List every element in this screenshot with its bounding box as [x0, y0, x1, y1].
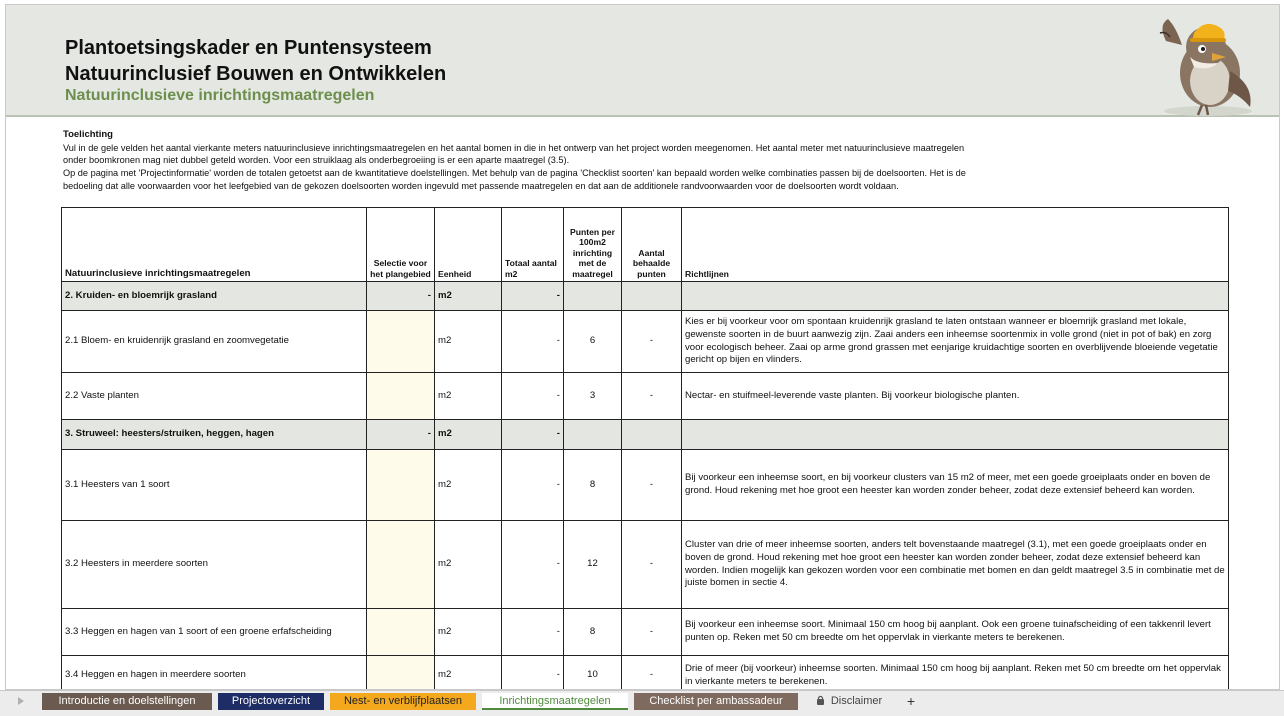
cell-eenheid: m2 [435, 420, 502, 450]
cell-maatregel: 3. Struweel: heesters/struiken, heggen, hagen [62, 420, 367, 450]
col-header-selectie: Selectie voor het plangebied [367, 208, 435, 282]
tab-projectoverzicht[interactable]: Projectoverzicht [218, 693, 324, 710]
cell-behaald: - [622, 609, 682, 656]
cell-eenheid: m2 [435, 450, 502, 521]
col-header-richtlijnen: Richtlijnen [682, 208, 1229, 282]
tab-disclaimer[interactable] [804, 693, 894, 710]
table-row [62, 521, 1229, 609]
maatregelen-table [61, 207, 1229, 690]
toelichting-line: Op de pagina met 'Projectinformatie' worden de totalen getoetst aan de kwantitatieve doelstellingen. Met behulp van de pagina 'Checklist soorten' kan bepaald worden welke combinaties passen bij de doelsoorten. Het is de [63, 168, 966, 179]
cell-richtlijnen: Drie of meer (bij voorkeur) inheemse soorten. Minimaal 150 cm hoog bij aanplant. Reken met 50 cm breedte om het oppervlak in vierkante meters te berekenen. [682, 656, 1229, 691]
page-subtitle: Natuurinclusieve inrichtingsmaatregelen [65, 87, 375, 104]
cell-selectie-input[interactable] [367, 373, 435, 420]
lock-icon [816, 695, 825, 705]
cell-totaal: - [502, 420, 564, 450]
cell-totaal: - [502, 450, 564, 521]
cell-maatregel: 2. Kruiden- en bloemrijk grasland [62, 282, 367, 311]
page-title-line2: Natuurinclusief Bouwen en Ontwikkelen [65, 63, 447, 85]
toelichting-line: Vul in de gele velden het aantal vierkante meters natuurinclusieve inrichtingsmaatregelen en het aantal bomen in die in het ontwerp van het project worden meegenomen. Het aantal meter met natuurinclusieve maatregelen [63, 142, 965, 153]
cell-punten: 6 [564, 311, 622, 373]
cell-eenheid: m2 [435, 521, 502, 609]
table-row [62, 282, 1229, 311]
table-row [62, 373, 1229, 420]
toelichting-line: onder boomkronen mag niet dubbel geteld worden. Voor een struiklaag als onderbegroeiing is er een aparte maatregel (3.5). [63, 155, 570, 166]
cell-punten: 10 [564, 656, 622, 691]
page-header [6, 5, 1279, 117]
col-header-maatregel: Natuurinclusieve inrichtingsmaatregelen [62, 208, 367, 282]
cell-maatregel: 3.4 Heggen en hagen in meerdere soorten [62, 656, 367, 691]
cell-selectie-input[interactable] [367, 450, 435, 521]
cell-behaald: - [622, 373, 682, 420]
cell-maatregel: 3.3 Heggen en hagen van 1 soort of een groene erfafscheiding [62, 609, 367, 656]
table-row [62, 450, 1229, 521]
toelichting-section [63, 129, 1233, 193]
cell-punten: 3 [564, 373, 622, 420]
table-row [62, 311, 1229, 373]
cell-punten: 8 [564, 450, 622, 521]
table-row [62, 609, 1229, 656]
cell-richtlijnen: Bij voorkeur een inheemse soort, en bij voorkeur clusters van 15 m2 of meer, met een goede groeiplaats onder en boven de grond. Houd rekening met hoe groot een heester kan worden zonder beheer, zodat deze extensief beheerd kan worden. [682, 450, 1229, 521]
play-arrow-icon[interactable] [14, 694, 28, 708]
cell-punten [564, 420, 622, 450]
cell-totaal: - [502, 311, 564, 373]
col-header-eenheid: Eenheid [435, 208, 502, 282]
cell-behaald [622, 420, 682, 450]
cell-behaald [622, 282, 682, 311]
cell-totaal: - [502, 282, 564, 311]
sparrow-with-hardhat-icon [1146, 11, 1266, 117]
cell-eenheid: m2 [435, 282, 502, 311]
cell-behaald: - [622, 311, 682, 373]
cell-selectie[interactable]: - [367, 282, 435, 311]
cell-richtlijnen: Bij voorkeur een inheemse soort. Minimaal 150 cm hoog bij aanplant. Ook een groene tuinafscheiding of een takkenril levert punten op. Reken met 50 cm breedte om het oppervlak in vierkante meters te berekenen. [682, 609, 1229, 656]
cell-totaal: - [502, 373, 564, 420]
table-header-row [62, 208, 1229, 282]
tab-disclaimer-label: Disclaimer [830, 695, 883, 707]
col-header-totaal: Totaal aantal m2 [502, 208, 564, 282]
tab-nest-en-verblijfplaatsen[interactable]: Nest- en verblijfplaatsen [330, 693, 476, 710]
cell-eenheid: m2 [435, 373, 502, 420]
toelichting-heading: Toelichting [63, 129, 113, 140]
add-sheet-button[interactable]: + [899, 693, 923, 710]
cell-richtlijnen [682, 420, 1229, 450]
cell-totaal: - [502, 521, 564, 609]
cell-totaal: - [502, 656, 564, 691]
cell-richtlijnen [682, 282, 1229, 311]
table-row [62, 420, 1229, 450]
tab-inrichtingsmaatregelen[interactable]: Inrichtingsmaatregelen [482, 693, 628, 710]
cell-behaald: - [622, 450, 682, 521]
tab-introductie[interactable]: Introductie en doelstellingen [42, 693, 212, 710]
cell-behaald: - [622, 656, 682, 691]
cell-selectie-input[interactable] [367, 609, 435, 656]
cell-selectie[interactable]: - [367, 420, 435, 450]
cell-eenheid: m2 [435, 311, 502, 373]
cell-selectie-input[interactable] [367, 656, 435, 691]
cell-punten: 8 [564, 609, 622, 656]
cell-maatregel: 2.1 Bloem- en kruidenrijk grasland en zoomvegetatie [62, 311, 367, 373]
tab-checklist-per-ambassadeur[interactable]: Checklist per ambassadeur [634, 693, 798, 710]
cell-richtlijnen: Cluster van drie of meer inheemse soorten, anders telt bovenstaande maatregel (3.1), met een goede groeiplaats onder en boven de grond. Houd rekening met hoe groot een heester kan worden zonder beheer, zodat deze extensief beheerd kan worden. Indien mogelijk kan gekozen worden voor een combinatie met bomen en dan geldt maatregel 3.5 in combinatie met de juiste bomen in sectie 4. [682, 521, 1229, 609]
cell-richtlijnen: Kies er bij voorkeur voor om spontaan kruidenrijk grasland te laten ontstaan wanneer er bloemrijk grasland met lokale, gewenste soorten in de buurt aanwezig zijn. Zaai anders een inheemse soortenmix in volle grond (niet in pot of bak) en zorg voor ecologisch beheer. Zaai op arme grond grassen met eenjarige kruidachtige soorten en overblijvende bloeiende vegetatie gericht op bijen en vlinders. [682, 311, 1229, 373]
cell-maatregel: 2.2 Vaste planten [62, 373, 367, 420]
sheet-tab-bar [0, 690, 1284, 716]
cell-punten [564, 282, 622, 311]
cell-maatregel: 3.1 Heesters van 1 soort [62, 450, 367, 521]
cell-richtlijnen: Nectar- en stuifmeel-leverende vaste planten. Bij voorkeur biologische planten. [682, 373, 1229, 420]
cell-totaal: - [502, 609, 564, 656]
cell-maatregel: 3.2 Heesters in meerdere soorten [62, 521, 367, 609]
spreadsheet-frame [5, 4, 1280, 690]
cell-selectie-input[interactable] [367, 311, 435, 373]
col-header-behaald: Aantal behaalde punten [622, 208, 682, 282]
toelichting-line: bedoeling dat alle voorwaarden voor het leefgebied van de gekozen doelsoorten worden ingevuld met passende maatregelen en dat aan de additionele randvoorwaarden voor de doelsoorten wordt voldaan. [63, 180, 899, 191]
col-header-punten: Punten per 100m2 inrichting met de maatregel [564, 208, 622, 282]
page-title-line1: Plantoetsingskader en Puntensysteem [65, 37, 432, 59]
table-row [62, 656, 1229, 691]
cell-eenheid: m2 [435, 656, 502, 691]
cell-behaald: - [622, 521, 682, 609]
cell-eenheid: m2 [435, 609, 502, 656]
cell-selectie-input[interactable] [367, 521, 435, 609]
cell-punten: 12 [564, 521, 622, 609]
